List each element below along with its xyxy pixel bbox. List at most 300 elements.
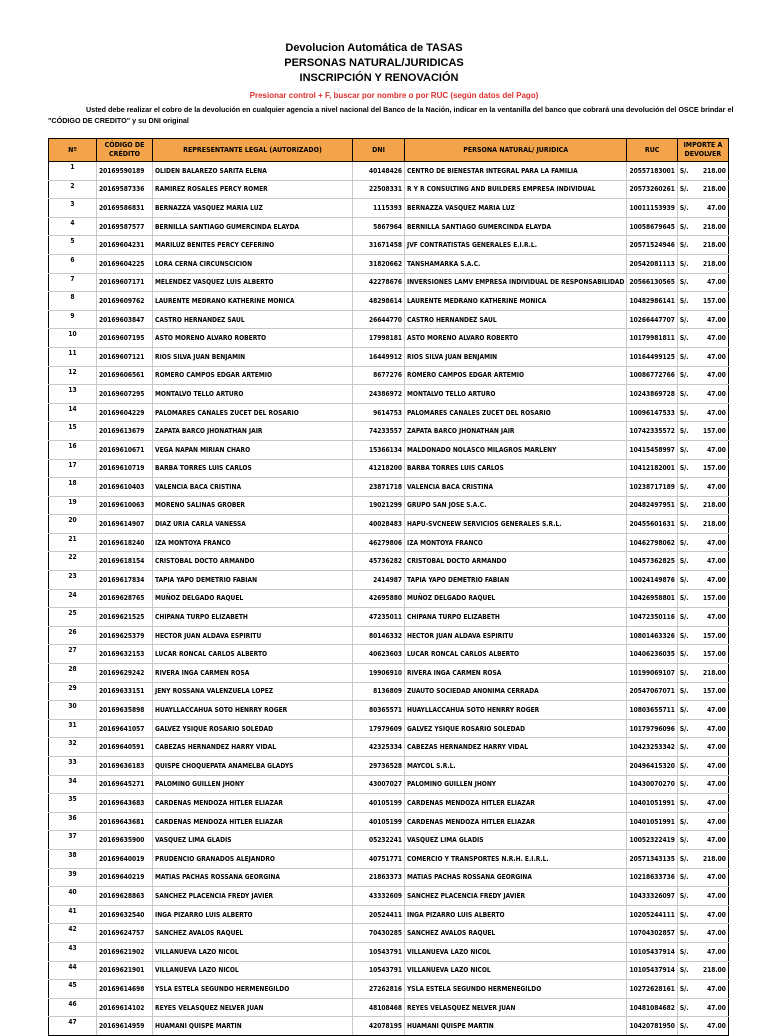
table-row bbox=[49, 459, 729, 478]
person-name: HUAMANI QUISPE MARTIN bbox=[405, 1017, 627, 1036]
credit-code: 20169604225 bbox=[97, 254, 153, 273]
currency-symbol: S/. bbox=[677, 645, 692, 664]
currency-symbol: S/. bbox=[677, 961, 692, 980]
legal-representative: MORENO SALINAS GROBER bbox=[153, 496, 353, 515]
credit-code: 20169640019 bbox=[97, 849, 153, 868]
currency-symbol: S/. bbox=[677, 162, 692, 181]
credit-code: 20169603847 bbox=[97, 310, 153, 329]
dni: 16449912 bbox=[353, 347, 405, 366]
dni: 20524411 bbox=[353, 905, 405, 924]
credit-code: 20169609762 bbox=[97, 292, 153, 311]
row-number: 28 bbox=[49, 664, 97, 683]
ruc: 10472350116 bbox=[627, 608, 677, 627]
refund-amount: 157.00 bbox=[692, 589, 728, 608]
refund-amount: 157.00 bbox=[692, 292, 728, 311]
person-name: MALDONADO NOLASCO MILAGROS MARLENY bbox=[405, 440, 627, 459]
table-row bbox=[49, 347, 729, 366]
ruc: 20542081113 bbox=[627, 254, 677, 273]
currency-symbol: S/. bbox=[677, 199, 692, 218]
person-name: JVF CONTRATISTAS GENERALES E.I.R.L. bbox=[405, 236, 627, 255]
person-name: MATIAS PACHAS ROSSANA GEORGINA bbox=[405, 868, 627, 887]
ruc: 20573260261 bbox=[627, 180, 677, 199]
ruc: 10801463326 bbox=[627, 626, 677, 645]
dni: 31820662 bbox=[353, 254, 405, 273]
dni: 48298614 bbox=[353, 292, 405, 311]
row-number: 38 bbox=[49, 849, 97, 868]
ruc: 10415458997 bbox=[627, 440, 677, 459]
ruc: 10105437914 bbox=[627, 942, 677, 961]
person-name: ASTO MORENO ALVARO ROBERTO bbox=[405, 329, 627, 348]
refund-amount: 47.00 bbox=[692, 552, 728, 571]
ruc: 10426958801 bbox=[627, 589, 677, 608]
dni: 42325334 bbox=[353, 738, 405, 757]
col-header-number: Nº bbox=[49, 139, 97, 162]
refund-amount: 47.00 bbox=[692, 347, 728, 366]
currency-symbol: S/. bbox=[677, 440, 692, 459]
person-name: COMERCIO Y TRANSPORTES N.R.H. E.I.R.L. bbox=[405, 849, 627, 868]
credit-code: 20169607121 bbox=[97, 347, 153, 366]
dni: 41218200 bbox=[353, 459, 405, 478]
refund-amount: 47.00 bbox=[692, 719, 728, 738]
currency-symbol: S/. bbox=[677, 794, 692, 813]
dni: 42278676 bbox=[353, 273, 405, 292]
currency-symbol: S/. bbox=[677, 757, 692, 776]
row-number: 11 bbox=[49, 347, 97, 366]
dni: 40148426 bbox=[353, 162, 405, 181]
person-name: TAPIA YAPO DEMETRIO FABIAN bbox=[405, 571, 627, 590]
row-number: 25 bbox=[49, 608, 97, 627]
row-number: 5 bbox=[49, 236, 97, 255]
ruc: 20547067071 bbox=[627, 682, 677, 701]
legal-representative: OLIDEN BALAREZO SARITA ELENA bbox=[153, 162, 353, 181]
refund-amount: 47.00 bbox=[692, 980, 728, 999]
row-number: 37 bbox=[49, 831, 97, 850]
table-row bbox=[49, 515, 729, 534]
currency-symbol: S/. bbox=[677, 719, 692, 738]
credit-code: 20169587577 bbox=[97, 217, 153, 236]
table-row bbox=[49, 292, 729, 311]
ruc: 10218633736 bbox=[627, 868, 677, 887]
refund-amount: 218.00 bbox=[692, 496, 728, 515]
col-header-dni: DNI bbox=[353, 139, 405, 162]
credit-code: 20169586831 bbox=[97, 199, 153, 218]
refund-amount: 218.00 bbox=[692, 849, 728, 868]
dni: 2414987 bbox=[353, 571, 405, 590]
dni: 40623603 bbox=[353, 645, 405, 664]
legal-representative: HUAYLLACCAHUA SOTO HENRRY ROGER bbox=[153, 701, 353, 720]
legal-representative: RIOS SILVA JUAN BENJAMIN bbox=[153, 347, 353, 366]
credit-code: 20169617834 bbox=[97, 571, 153, 590]
refund-amount: 47.00 bbox=[692, 440, 728, 459]
row-number: 44 bbox=[49, 961, 97, 980]
row-number: 10 bbox=[49, 329, 97, 348]
person-name: LAURENTE MEDRANO KATHERINE MONICA bbox=[405, 292, 627, 311]
person-name: CARDENAS MENDOZA HITLER ELIAZAR bbox=[405, 812, 627, 831]
dni: 27262816 bbox=[353, 980, 405, 999]
credit-code: 20169636183 bbox=[97, 757, 153, 776]
table-header-row bbox=[49, 139, 729, 162]
currency-symbol: S/. bbox=[677, 403, 692, 422]
credit-code: 20169621902 bbox=[97, 942, 153, 961]
legal-representative: VASQUEZ LIMA GLADIS bbox=[153, 831, 353, 850]
table-row bbox=[49, 571, 729, 590]
legal-representative: INGA PIZARRO LUIS ALBERTO bbox=[153, 905, 353, 924]
refund-amount: 47.00 bbox=[692, 998, 728, 1017]
currency-symbol: S/. bbox=[677, 217, 692, 236]
currency-symbol: S/. bbox=[677, 180, 692, 199]
row-number: 41 bbox=[49, 905, 97, 924]
table-row bbox=[49, 552, 729, 571]
legal-representative: MONTALVO TELLO ARTURO bbox=[153, 385, 353, 404]
person-name: LUCAR RONCAL CARLOS ALBERTO bbox=[405, 645, 627, 664]
ruc: 10412182001 bbox=[627, 459, 677, 478]
title-block bbox=[0, 41, 768, 86]
dni: 40105199 bbox=[353, 812, 405, 831]
currency-symbol: S/. bbox=[677, 422, 692, 441]
dni: 21863373 bbox=[353, 868, 405, 887]
table-row bbox=[49, 998, 729, 1017]
legal-representative: ROMERO CAMPOS EDGAR ARTEMIO bbox=[153, 366, 353, 385]
credit-code: 20169635900 bbox=[97, 831, 153, 850]
ruc: 10086772766 bbox=[627, 366, 677, 385]
person-name: CRISTOBAL DOCTO ARMANDO bbox=[405, 552, 627, 571]
refund-amount: 218.00 bbox=[692, 254, 728, 273]
person-name: MONTALVO TELLO ARTURO bbox=[405, 385, 627, 404]
dni: 10543791 bbox=[353, 961, 405, 980]
person-name: YSLA ESTELA SEGUNDO HERMENEGILDO bbox=[405, 980, 627, 999]
person-name: PALOMARES CANALES ZUCET DEL ROSARIO bbox=[405, 403, 627, 422]
legal-representative: CARDENAS MENDOZA HITLER ELIAZAR bbox=[153, 794, 353, 813]
person-name: CARDENAS MENDOZA HITLER ELIAZAR bbox=[405, 794, 627, 813]
refund-amount: 47.00 bbox=[692, 199, 728, 218]
dni: 43007027 bbox=[353, 775, 405, 794]
legal-representative: CARDENAS MENDOZA HITLER ELIAZAR bbox=[153, 812, 353, 831]
legal-representative: BERNILLA SANTIAGO GUMERCINDA ELAYDA bbox=[153, 217, 353, 236]
ruc: 10238717189 bbox=[627, 478, 677, 497]
row-number: 31 bbox=[49, 719, 97, 738]
credit-code: 20169632153 bbox=[97, 645, 153, 664]
legal-representative: CRISTOBAL DOCTO ARMANDO bbox=[153, 552, 353, 571]
refund-amount: 47.00 bbox=[692, 533, 728, 552]
dni: 40751771 bbox=[353, 849, 405, 868]
dni: 46279806 bbox=[353, 533, 405, 552]
currency-symbol: S/. bbox=[677, 310, 692, 329]
ruc: 10420781950 bbox=[627, 1017, 677, 1036]
refund-amount: 47.00 bbox=[692, 794, 728, 813]
col-header-legal-rep: REPRESENTANTE LEGAL (AUTORIZADO) bbox=[153, 139, 353, 162]
legal-representative: YSLA ESTELA SEGUNDO HERMENEGILDO bbox=[153, 980, 353, 999]
table-row bbox=[49, 162, 729, 181]
currency-symbol: S/. bbox=[677, 626, 692, 645]
legal-representative: BARBA TORRES LUIS CARLOS bbox=[153, 459, 353, 478]
refund-amount: 47.00 bbox=[692, 738, 728, 757]
legal-representative: HECTOR JUAN ALDAVA ESPIRITU bbox=[153, 626, 353, 645]
currency-symbol: S/. bbox=[677, 329, 692, 348]
legal-representative: ZAPATA BARCO JHONATHAN JAIR bbox=[153, 422, 353, 441]
refund-amount: 218.00 bbox=[692, 961, 728, 980]
credit-code: 20169613679 bbox=[97, 422, 153, 441]
table-row bbox=[49, 924, 729, 943]
person-name: CASTRO HERNANDEZ SAUL bbox=[405, 310, 627, 329]
person-name: INVERSIONES LAMV EMPRESA INDIVIDUAL DE RESPONSABILIDAD bbox=[405, 273, 627, 292]
currency-symbol: S/. bbox=[677, 478, 692, 497]
currency-symbol: S/. bbox=[677, 980, 692, 999]
row-number: 6 bbox=[49, 254, 97, 273]
dni: 74233557 bbox=[353, 422, 405, 441]
refund-amount: 157.00 bbox=[692, 682, 728, 701]
dni: 9614753 bbox=[353, 403, 405, 422]
row-number: 22 bbox=[49, 552, 97, 571]
search-hint: Presionar control + F, buscar por nombre o por RUC (según datos del Pago) bbox=[249, 91, 539, 100]
ruc: 10179981811 bbox=[627, 329, 677, 348]
person-name: ROMERO CAMPOS EDGAR ARTEMIO bbox=[405, 366, 627, 385]
legal-representative: QUISPE CHOQUEPATA ANAMELBA GLADYS bbox=[153, 757, 353, 776]
table-row bbox=[49, 980, 729, 999]
ruc: 10052322419 bbox=[627, 831, 677, 850]
ruc: 20566130565 bbox=[627, 273, 677, 292]
credit-code: 20169643681 bbox=[97, 812, 153, 831]
refund-amount: 47.00 bbox=[692, 775, 728, 794]
credit-code: 20169629242 bbox=[97, 664, 153, 683]
col-header-person: PERSONA NATURAL/ JURIDICA bbox=[405, 139, 627, 162]
currency-symbol: S/. bbox=[677, 254, 692, 273]
ruc: 20482497951 bbox=[627, 496, 677, 515]
dni: 1115393 bbox=[353, 199, 405, 218]
ruc: 10423253342 bbox=[627, 738, 677, 757]
row-number: 30 bbox=[49, 701, 97, 720]
currency-symbol: S/. bbox=[677, 533, 692, 552]
credit-code: 20169614102 bbox=[97, 998, 153, 1017]
credit-code: 20169610403 bbox=[97, 478, 153, 497]
ruc: 10024149876 bbox=[627, 571, 677, 590]
ruc: 10011153939 bbox=[627, 199, 677, 218]
refund-amount: 157.00 bbox=[692, 459, 728, 478]
dni: 48108468 bbox=[353, 998, 405, 1017]
dni: 15366134 bbox=[353, 440, 405, 459]
dni: 19021299 bbox=[353, 496, 405, 515]
dni: 31671458 bbox=[353, 236, 405, 255]
refund-amount: 218.00 bbox=[692, 515, 728, 534]
legal-representative: VEGA NAPAN MIRIAN CHARO bbox=[153, 440, 353, 459]
col-header-ruc: RUC bbox=[627, 139, 677, 162]
table-row bbox=[49, 1017, 729, 1036]
legal-representative: HUAMANI QUISPE MARTIN bbox=[153, 1017, 353, 1036]
legal-representative: CABEZAS HERNANDEZ HARRY VIDAL bbox=[153, 738, 353, 757]
row-number: 34 bbox=[49, 775, 97, 794]
currency-symbol: S/. bbox=[677, 664, 692, 683]
table-row bbox=[49, 738, 729, 757]
credit-code: 20169604229 bbox=[97, 403, 153, 422]
dni: 26644770 bbox=[353, 310, 405, 329]
table-row bbox=[49, 496, 729, 515]
legal-representative: DIAZ URIA CARLA VANESSA bbox=[153, 515, 353, 534]
person-name: ZAPATA BARCO JHONATHAN JAIR bbox=[405, 422, 627, 441]
currency-symbol: S/. bbox=[677, 347, 692, 366]
person-name: BERNILLA SANTIAGO GUMERCINDA ELAYDA bbox=[405, 217, 627, 236]
table-row bbox=[49, 794, 729, 813]
currency-symbol: S/. bbox=[677, 868, 692, 887]
dni: 80365571 bbox=[353, 701, 405, 720]
person-name: MAYCOL S.R.L. bbox=[405, 757, 627, 776]
person-name: ZUAUTO SOCIEDAD ANONIMA CERRADA bbox=[405, 682, 627, 701]
ruc: 10096147533 bbox=[627, 403, 677, 422]
refund-amount: 47.00 bbox=[692, 868, 728, 887]
refund-amount: 47.00 bbox=[692, 310, 728, 329]
refund-amount: 218.00 bbox=[692, 162, 728, 181]
table-row bbox=[49, 849, 729, 868]
refund-amount: 47.00 bbox=[692, 273, 728, 292]
ruc: 10105437914 bbox=[627, 961, 677, 980]
dni: 45736282 bbox=[353, 552, 405, 571]
table-row bbox=[49, 942, 729, 961]
credit-code: 20169633151 bbox=[97, 682, 153, 701]
row-number: 46 bbox=[49, 998, 97, 1017]
refund-amount: 157.00 bbox=[692, 422, 728, 441]
currency-symbol: S/. bbox=[677, 924, 692, 943]
dni: 5867964 bbox=[353, 217, 405, 236]
row-number: 17 bbox=[49, 459, 97, 478]
ruc: 20496415320 bbox=[627, 757, 677, 776]
table-row bbox=[49, 626, 729, 645]
row-number: 2 bbox=[49, 180, 97, 199]
row-number: 16 bbox=[49, 440, 97, 459]
ruc: 20571343135 bbox=[627, 849, 677, 868]
credit-code: 20169607195 bbox=[97, 329, 153, 348]
row-number: 15 bbox=[49, 422, 97, 441]
currency-symbol: S/. bbox=[677, 738, 692, 757]
currency-symbol: S/. bbox=[677, 608, 692, 627]
refund-amount: 218.00 bbox=[692, 217, 728, 236]
dni: 43332609 bbox=[353, 887, 405, 906]
table-row bbox=[49, 589, 729, 608]
dni: 10543791 bbox=[353, 942, 405, 961]
ruc: 10272628161 bbox=[627, 980, 677, 999]
legal-representative: TAPIA YAPO DEMETRIO FABIAN bbox=[153, 571, 353, 590]
legal-representative: VILLANUEVA LAZO NICOL bbox=[153, 961, 353, 980]
table-row bbox=[49, 664, 729, 683]
refund-amount: 47.00 bbox=[692, 385, 728, 404]
row-number: 18 bbox=[49, 478, 97, 497]
credit-code: 20169618154 bbox=[97, 552, 153, 571]
credit-code: 20169640219 bbox=[97, 868, 153, 887]
row-number: 36 bbox=[49, 812, 97, 831]
instructions-text: Usted debe realizar el cobro de la devolución en cualquier agencia a nivel nacional del Banco de la Nación, indicar en la ventanilla del banco que cobrará una devolución del OSCE brindar el "CÓDIGO DE CREDITO" y su DNI original bbox=[48, 105, 734, 125]
row-number: 40 bbox=[49, 887, 97, 906]
refund-amount: 47.00 bbox=[692, 1017, 728, 1036]
currency-symbol: S/. bbox=[677, 459, 692, 478]
credit-code: 20169645271 bbox=[97, 775, 153, 794]
table-row bbox=[49, 719, 729, 738]
row-number: 19 bbox=[49, 496, 97, 515]
person-name: REYES VELASQUEZ NELVER JUAN bbox=[405, 998, 627, 1017]
row-number: 24 bbox=[49, 589, 97, 608]
person-name: CHIPANA TURPO ELIZABETH bbox=[405, 608, 627, 627]
person-name: INGA PIZARRO LUIS ALBERTO bbox=[405, 905, 627, 924]
legal-representative: LAURENTE MEDRANO KATHERINE MONICA bbox=[153, 292, 353, 311]
person-name: CABEZAS HERNANDEZ HARRY VIDAL bbox=[405, 738, 627, 757]
dni: 47235011 bbox=[353, 608, 405, 627]
currency-symbol: S/. bbox=[677, 589, 692, 608]
dni: 80146332 bbox=[353, 626, 405, 645]
dni: 42695880 bbox=[353, 589, 405, 608]
ruc: 10266447707 bbox=[627, 310, 677, 329]
row-number: 35 bbox=[49, 794, 97, 813]
table-row bbox=[49, 887, 729, 906]
row-number: 23 bbox=[49, 571, 97, 590]
table-row bbox=[49, 682, 729, 701]
dni: 70430285 bbox=[353, 924, 405, 943]
dni: 17979609 bbox=[353, 719, 405, 738]
ruc: 10482986141 bbox=[627, 292, 677, 311]
refund-amount: 47.00 bbox=[692, 366, 728, 385]
col-header-amount: IMPORTE A DEVOLVER bbox=[677, 139, 728, 162]
document-subtitle-2: INSCRIPCIÓN Y RENOVACIÓN bbox=[299, 72, 459, 84]
person-name: RIVERA INGA CARMEN ROSA bbox=[405, 664, 627, 683]
table-row bbox=[49, 366, 729, 385]
table-row bbox=[49, 533, 729, 552]
ruc: 10401051991 bbox=[627, 794, 677, 813]
table-row bbox=[49, 812, 729, 831]
table-row bbox=[49, 217, 729, 236]
person-name: VASQUEZ LIMA GLADIS bbox=[405, 831, 627, 850]
ruc: 10401051991 bbox=[627, 812, 677, 831]
col-header-credit-code: CÓDIGO DE CRÉDITO bbox=[97, 139, 153, 162]
refund-amount: 47.00 bbox=[692, 831, 728, 850]
credit-code: 20169610063 bbox=[97, 496, 153, 515]
ruc: 10742335572 bbox=[627, 422, 677, 441]
credit-code: 20169614698 bbox=[97, 980, 153, 999]
dni: 40105199 bbox=[353, 794, 405, 813]
dni: 17998181 bbox=[353, 329, 405, 348]
ruc: 10481084682 bbox=[627, 998, 677, 1017]
row-number: 33 bbox=[49, 757, 97, 776]
table-row bbox=[49, 478, 729, 497]
person-name: RIOS SILVA JUAN BENJAMIN bbox=[405, 347, 627, 366]
credit-code: 20169628765 bbox=[97, 589, 153, 608]
table-row bbox=[49, 422, 729, 441]
currency-symbol: S/. bbox=[677, 1017, 692, 1036]
legal-representative: CHIPANA TURPO ELIZABETH bbox=[153, 608, 353, 627]
refund-amount: 218.00 bbox=[692, 236, 728, 255]
person-name: HAPU-SVCNEEW SERVICIOS GENERALES S.R.L. bbox=[405, 515, 627, 534]
legal-representative: JENY ROSSANA VALENZUELA LOPEZ bbox=[153, 682, 353, 701]
row-number: 20 bbox=[49, 515, 97, 534]
legal-representative: MELENDEZ VASQUEZ LUIS ALBERTO bbox=[153, 273, 353, 292]
currency-symbol: S/. bbox=[677, 385, 692, 404]
refund-amount: 47.00 bbox=[692, 924, 728, 943]
legal-representative: GALVEZ YSIQUE ROSARIO SOLEDAD bbox=[153, 719, 353, 738]
dni: 42078195 bbox=[353, 1017, 405, 1036]
row-number: 1 bbox=[49, 162, 97, 181]
person-name: IZA MONTOYA FRANCO bbox=[405, 533, 627, 552]
ruc: 10179796096 bbox=[627, 719, 677, 738]
currency-symbol: S/. bbox=[677, 942, 692, 961]
person-name: VILLANUEVA LAZO NICOL bbox=[405, 942, 627, 961]
legal-representative: BERNAZZA VASQUEZ MARIA LUZ bbox=[153, 199, 353, 218]
credit-code: 20169614959 bbox=[97, 1017, 153, 1036]
table-row bbox=[49, 236, 729, 255]
table-row bbox=[49, 273, 729, 292]
row-number: 13 bbox=[49, 385, 97, 404]
currency-symbol: S/. bbox=[677, 831, 692, 850]
credit-code: 20169635898 bbox=[97, 701, 153, 720]
table-row bbox=[49, 645, 729, 664]
ruc: 10704302857 bbox=[627, 924, 677, 943]
currency-symbol: S/. bbox=[677, 515, 692, 534]
currency-symbol: S/. bbox=[677, 812, 692, 831]
table-row bbox=[49, 701, 729, 720]
table-row bbox=[49, 757, 729, 776]
